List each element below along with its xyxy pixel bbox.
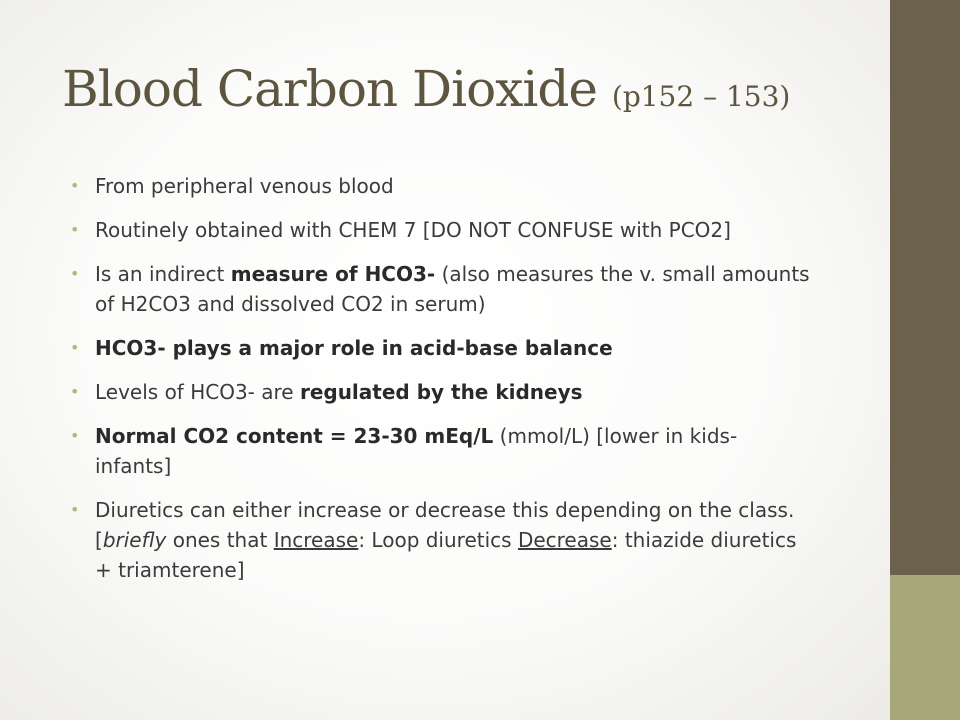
- bullet-bold-text: regulated by the kidneys: [299, 380, 583, 404]
- bullet-text: From peripheral venous blood: [95, 174, 394, 198]
- bullet-item: [70, 421, 812, 481]
- bullet-item: [70, 377, 812, 407]
- bullet-text: : thiazide diuretics + triamterene]: [95, 528, 797, 582]
- bullet-text: Is an indirect: [95, 262, 231, 286]
- sidebar-light-band: [890, 575, 960, 720]
- bullet-item: [70, 215, 812, 245]
- bullet-text: Routinely obtained with CHEM 7 [DO NOT CONFUSE with PCO2]: [95, 218, 731, 242]
- slide-title: [62, 60, 790, 118]
- title-page-range: (p152 – 153): [611, 80, 791, 113]
- bullet-bold-text: Normal CO2 content = 23-30 mEq/L: [95, 424, 494, 448]
- bullet-bold-text: HCO3- plays a major role in acid-base balance: [95, 336, 613, 360]
- bullet-item: [70, 495, 812, 585]
- bullet-text: (mmol/L) [lower in kids-infants]: [95, 424, 738, 478]
- bullet-text: ones that: [166, 528, 274, 552]
- bullet-item: [70, 333, 812, 363]
- bullet-text: Diuretics can either increase or decrease this depending on the class. [: [95, 498, 795, 552]
- title-main: Blood Carbon Dioxide: [62, 60, 597, 118]
- bullet-text: : Loop diuretics: [358, 528, 518, 552]
- bullet-item: [70, 171, 812, 201]
- bullet-underlined-text: Increase: [273, 528, 359, 552]
- bullet-underlined-text: Decrease: [517, 528, 612, 552]
- sidebar-dark-band: [890, 0, 960, 575]
- bullet-text: Levels of HCO3- are: [95, 380, 300, 404]
- bullet-list: [70, 171, 812, 599]
- bullet-item: [70, 259, 812, 319]
- bullet-bold-text: measure of HCO3-: [230, 262, 436, 286]
- bullet-text: (also measures the v. small amounts of H2CO3 and dissolved CO2 in serum): [95, 262, 810, 316]
- bullet-italic-text: briefly: [102, 528, 167, 552]
